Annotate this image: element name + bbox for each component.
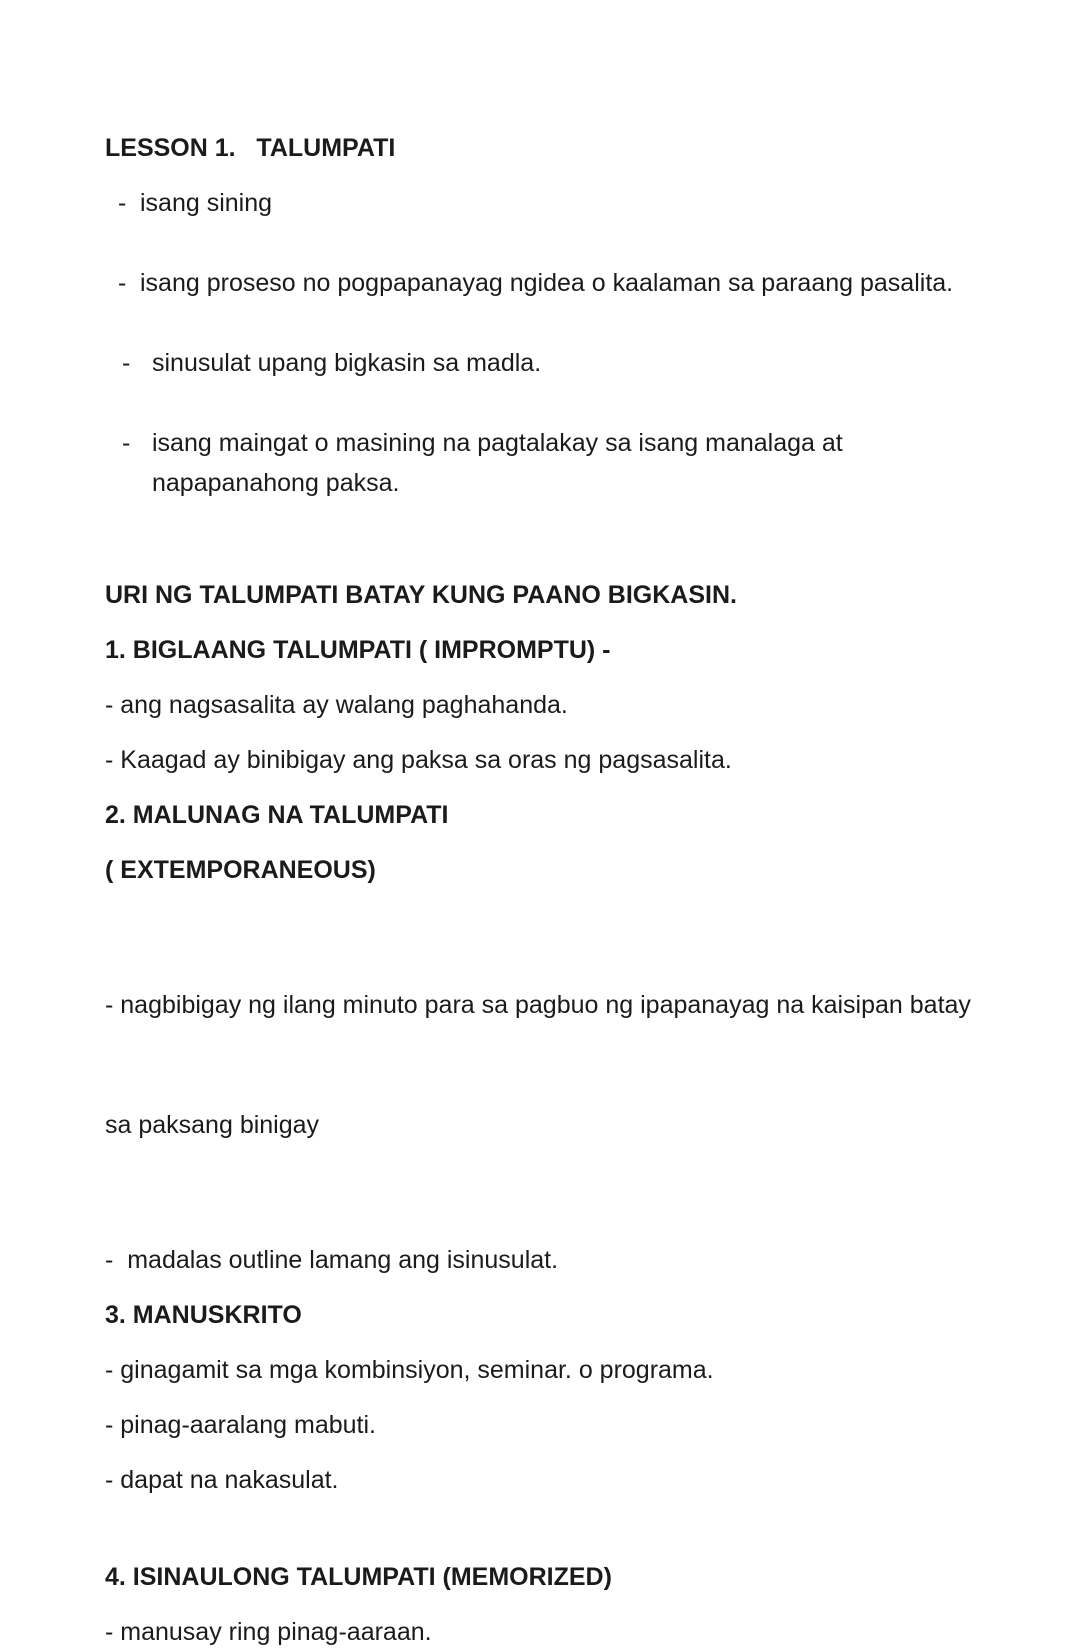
bullet-text: sa paksang binigay (105, 1111, 320, 1139)
type3-heading: 3. MANUSKRITO (105, 1301, 302, 1329)
intro-bullet-1 (105, 183, 1050, 223)
intro-bullet-4 (105, 423, 1050, 503)
bullet-text: isang sining (140, 189, 273, 217)
lesson-title: LESSON 1. TALUMPATI (105, 134, 396, 162)
intro-bullet-2 (105, 263, 1050, 303)
type2-heading: 2. MALUNAG NA TALUMPATI (105, 801, 449, 829)
bullet-dash: - (122, 349, 131, 377)
type1-bullet: - Kaagad ay binibigay ang paksa sa oras ng pagsasalita. (105, 746, 732, 774)
type3-bullet: - ginagamit sa mga kombinsiyon, seminar. o programa. (105, 1356, 714, 1384)
type4-heading: 4. ISINAULONG TALUMPATI (MEMORIZED) (105, 1563, 612, 1591)
bullet-text: sinusulat upang bigkasin sa madla. (152, 349, 542, 377)
type1-bullet: - ang nagsasalita ay walang paghahanda. (105, 691, 568, 719)
type4-bullet: - manusay ring pinag-aaraan. (105, 1618, 432, 1646)
bullet-dash: - (122, 429, 131, 457)
type3-bullet: - pinag-aaralang mabuti. (105, 1411, 376, 1439)
bullet-text: isang maingat o masining na pagtalakay sa isang manalaga at (152, 429, 843, 457)
type3-bullet: - dapat na nakasulat. (105, 1466, 339, 1494)
intro-bullet-3 (105, 343, 1050, 383)
bullet-text: - nagbibigay ng ilang minuto para sa pagbuo ng ipapanayag na kaisipan batay (105, 991, 971, 1019)
type1-heading: 1. BIGLAANG TALUMPATI ( IMPROMPTU) - (105, 636, 611, 664)
type2-bullet: - madalas outline lamang ang isinusulat. (105, 1246, 559, 1274)
type2-bullet (105, 905, 1050, 1225)
bullet-dash: - (118, 189, 127, 217)
bullet-text: napapanahong paksa. (152, 469, 400, 497)
bullet-dash: - (118, 269, 127, 297)
type2-subheading: ( EXTEMPORANEOUS) (105, 856, 376, 884)
bullet-text: isang proseso no pogpapanayag ngidea o kaalaman sa paraang pasalita. (140, 269, 954, 297)
uri-section-heading: URI NG TALUMPATI BATAY KUNG PAANO BIGKASIN. (105, 581, 737, 609)
